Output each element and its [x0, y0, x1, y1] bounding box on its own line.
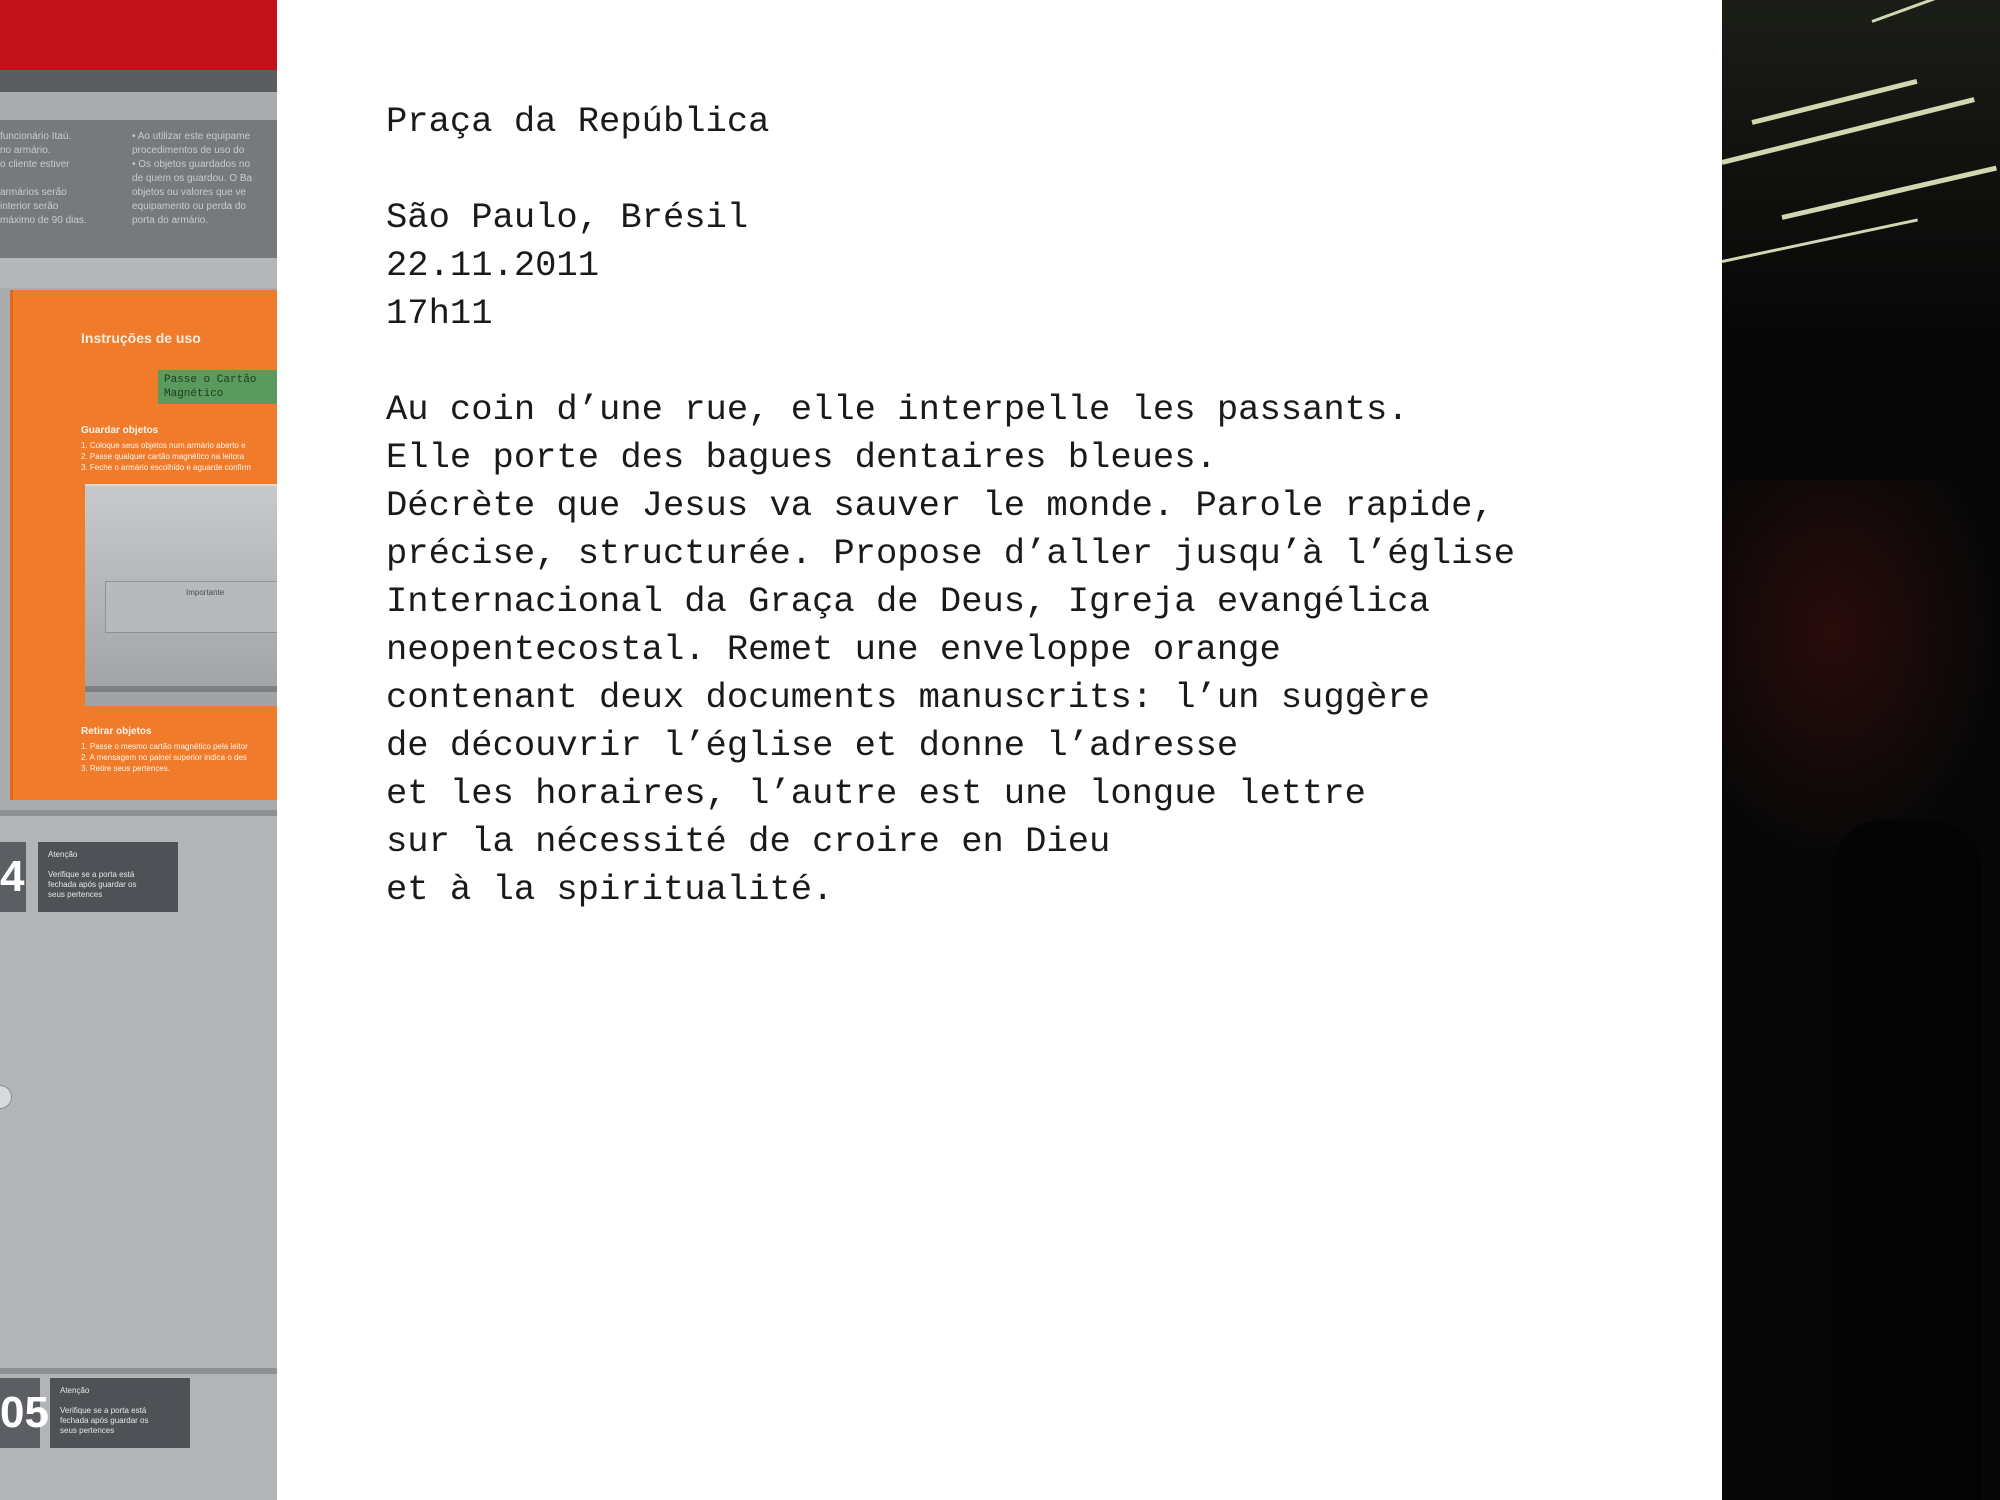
sign-text-column-2: • Ao utilizar este equipame procedimentos de uso do • Os objetos guardados no de quem os guardou. O Ba objetos ou valores que ve equipamento ou perda do porta do armário. [132, 131, 253, 226]
attention-tag: Atenção Verifique se a porta está fechada após guardar os seus pertences [50, 1378, 190, 1448]
importante-label: Importante [186, 588, 225, 597]
body-line: et les horaires, l’autre est une longue lettre [386, 773, 1366, 814]
locker-info-sign [0, 120, 277, 260]
diary-entry [386, 98, 1706, 914]
locker-knob [0, 1085, 12, 1109]
spacer [386, 338, 1706, 386]
body-line: Au coin d’une rue, elle interpelle les passants. [386, 389, 1409, 430]
retirar-title: Retirar objetos [81, 726, 152, 737]
locker-number-tag: 05 [0, 1378, 40, 1448]
red-wall-strip [0, 0, 277, 70]
locker-seam [0, 1368, 277, 1374]
orange-instruction-panel [10, 290, 277, 800]
locker-doors [0, 810, 277, 1500]
time: 17h11 [386, 293, 493, 334]
lcd-display: Passe o Cartão Magnético [158, 370, 277, 404]
body-line: neopentecostal. Remet une enveloppe orange [386, 629, 1281, 670]
silhouette-figure [1832, 820, 1982, 1500]
card-slot [85, 686, 277, 692]
card-reader [85, 484, 277, 706]
locker-number-tag: 4 [0, 842, 26, 912]
card-reader-label [105, 581, 277, 633]
body-line: précise, structurée. Propose d’aller jusqu’à l’église [386, 533, 1516, 574]
ceiling-glow [1722, 0, 2000, 330]
instructions-title: Instruções de uso [81, 330, 201, 346]
reflection-glow [1722, 480, 2000, 860]
locker-seam [0, 810, 277, 816]
locker-top-frame [0, 70, 277, 92]
body-line: Décrète que Jesus va sauver le monde. Parole rapide, [386, 485, 1494, 526]
sign-text-column-1: funcionário Itaú. no armário. o cliente estiver armários serão interior serão máximo de 90 dias. [0, 131, 87, 226]
attention-tag: Atenção Verifique se a porta está fechada após guardar os seus pertences [38, 842, 178, 912]
city: São Paulo, Brésil [386, 197, 749, 238]
body-line: de découvrir l’église et donne l’adresse [386, 725, 1239, 766]
body-line: sur la nécessité de croire en Dieu [386, 821, 1111, 862]
locker-frame [0, 258, 277, 288]
guardar-steps: 1. Coloque seus objetos num armário aberto e 2. Passe qualquer cartão magnético na leitora 3. Feche o armário escolhido e aguarde confirm [81, 441, 251, 472]
body-line: contenant deux documents manuscrits: l’un suggère [386, 677, 1430, 718]
place-name: Praça da República [386, 101, 770, 142]
guardar-title: Guardar objetos [81, 425, 159, 436]
retirar-steps: 1. Passe o mesmo cartão magnético pela leitor 2. A mensagem no painel superior indica o des 3. Retire seus pertences. [81, 742, 248, 773]
body-line: et à la spiritualité. [386, 869, 834, 910]
right-dark-photo [1722, 0, 2000, 1500]
body-line: Elle porte des bagues dentaires bleues. [386, 437, 1217, 478]
date: 22.11.2011 [386, 245, 600, 286]
left-locker-photo [0, 0, 277, 1500]
spacer [386, 146, 1706, 194]
body-line: Internacional da Graça de Deus, Igreja evangélica [386, 581, 1430, 622]
